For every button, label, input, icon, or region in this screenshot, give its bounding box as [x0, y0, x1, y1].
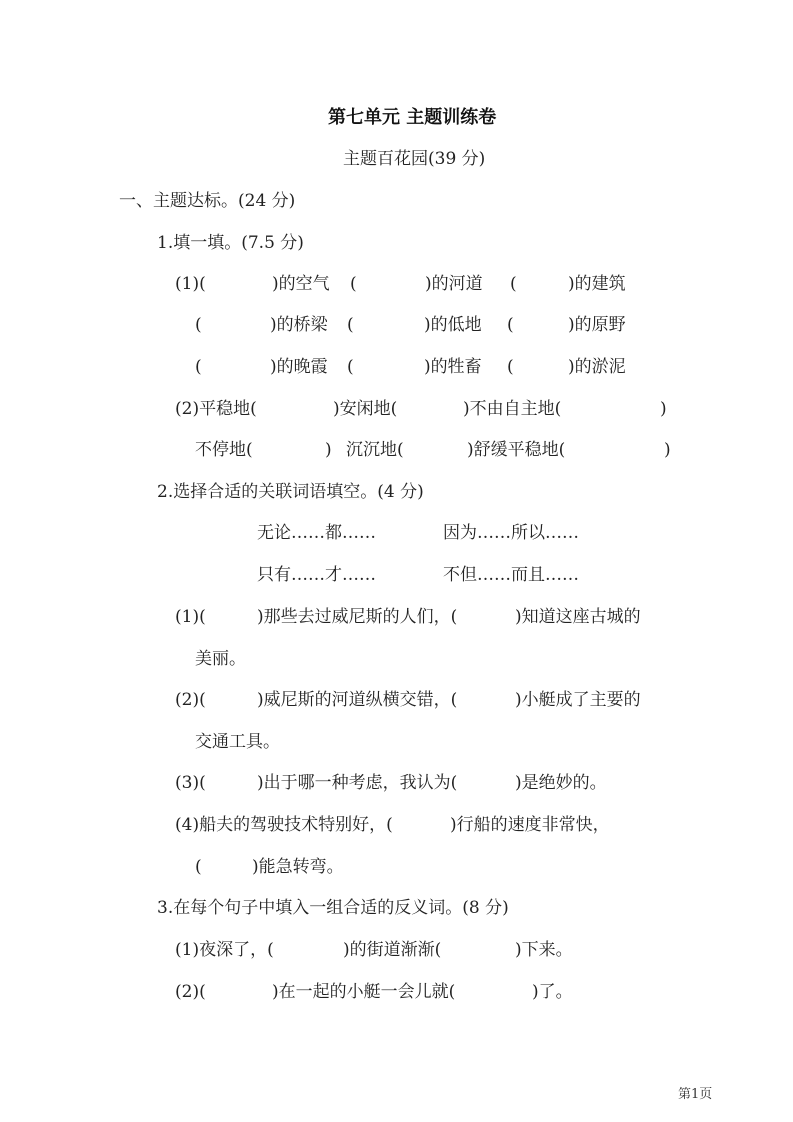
page-title: 第七单元 主题训练卷	[328, 107, 497, 128]
sentence: )小艇成了主要的	[515, 690, 641, 710]
phrase: )舒缓平稳地(	[467, 440, 566, 460]
phrase: )的牲畜	[424, 357, 482, 377]
blank-open: (2)(	[175, 982, 206, 1002]
sentence: )知道这座古城的	[515, 607, 641, 627]
blank-open: (	[510, 274, 517, 294]
phrase: )的晚霞	[270, 357, 328, 377]
blank-open: (	[507, 315, 514, 335]
phrase: )的淤泥	[568, 357, 626, 377]
phrase: )安闲地(	[333, 399, 398, 419]
sentence: )是绝妙的。	[515, 773, 607, 793]
blank-close: )	[664, 440, 671, 460]
blank-open: (3)(	[175, 773, 206, 793]
sentence: )的街道渐渐(	[343, 940, 442, 960]
phrase: (2)平稳地(	[175, 399, 257, 419]
phrase: )的低地	[424, 315, 482, 335]
question-2-heading: 2.选择合适的关联词语填空。(4 分)	[157, 482, 424, 502]
phrase: 沉沉地(	[346, 440, 404, 460]
blank-open: (	[195, 857, 202, 877]
phrase: 不停地(	[195, 440, 253, 460]
sentence: )能急转弯。	[252, 857, 344, 877]
question-1-heading: 1.填一填。(7.5 分)	[157, 233, 304, 253]
blank-open: (	[195, 357, 202, 377]
blank-close: )	[325, 440, 332, 460]
sentence: )出于哪一种考虑，我认为(	[257, 773, 458, 793]
blank-open: (	[350, 274, 357, 294]
subtitle: 主题百花园(39 分)	[343, 149, 486, 169]
sentence: (1)夜深了，(	[175, 940, 274, 960]
blank-close: )	[660, 399, 667, 419]
sentence: )威尼斯的河道纵横交错，(	[257, 690, 458, 710]
option: 不但……而且……	[443, 565, 579, 585]
phrase: )不由自主地(	[463, 399, 562, 419]
blank-open: (2)(	[175, 690, 206, 710]
sentence: )在一起的小艇一会儿就(	[272, 982, 456, 1002]
blank-open: (1)(	[175, 607, 206, 627]
sentence: )下来。	[515, 940, 573, 960]
blank-open: (	[195, 315, 202, 335]
sentence: 交通工具。	[195, 732, 280, 752]
sentence: 美丽。	[195, 649, 246, 669]
page-number: 第1页	[678, 1087, 713, 1102]
option: 无论……都……	[257, 523, 376, 543]
sentence: )了。	[532, 982, 573, 1002]
phrase: )的建筑	[568, 274, 626, 294]
blank-open: (	[347, 315, 354, 335]
question-3-heading: 3.在每个句子中填入一组合适的反义词。(8 分)	[157, 898, 509, 918]
phrase: )的河道	[425, 274, 483, 294]
phrase: )的桥梁	[270, 315, 328, 335]
blank-open: (	[507, 357, 514, 377]
sentence: )行船的速度非常快，	[450, 815, 610, 835]
option: 只有……才……	[257, 565, 376, 585]
option: 因为……所以……	[443, 523, 579, 543]
sentence: (4)船夫的驾驶技术特别好，(	[175, 815, 393, 835]
phrase: )的空气	[272, 274, 330, 294]
section-heading: 一、主题达标。(24 分)	[119, 191, 296, 211]
phrase: )的原野	[568, 315, 626, 335]
sentence: )那些去过威尼斯的人们，(	[257, 607, 458, 627]
blank-open: (1)(	[175, 274, 206, 294]
blank-open: (	[347, 357, 354, 377]
